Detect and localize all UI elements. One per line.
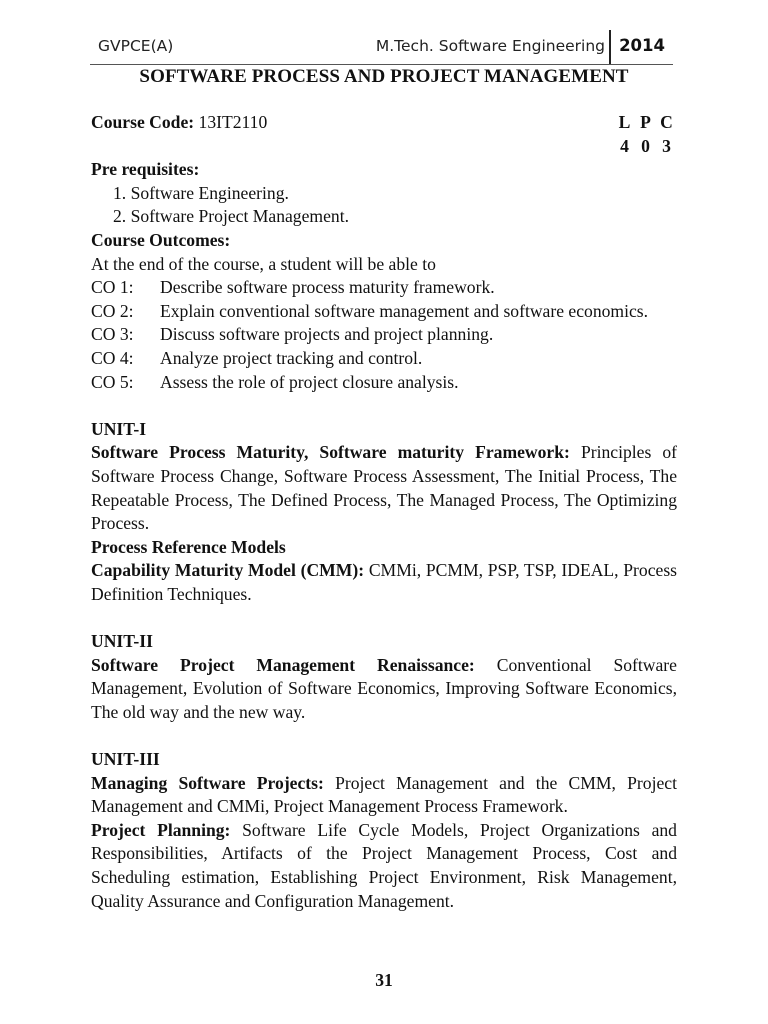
unit-1-heading: UNIT-I xyxy=(91,418,147,439)
course-title: SOFTWARE PROCESS AND PROJECT MANAGEMENT xyxy=(139,66,629,87)
outcomes-intro: At the end of the course, a student will be able to xyxy=(91,253,436,274)
lpc-value-c: 3 xyxy=(662,135,671,156)
outcome-label: CO 2: xyxy=(91,300,134,321)
prerequisite-item: 2. Software Project Management. xyxy=(113,206,349,227)
course-code-label: Course Code: xyxy=(91,112,195,132)
unit-3-heading: UNIT-III xyxy=(91,749,160,770)
unit-3-paragraph-1: Managing Software Projects: Project Management and the CMM, Project Management and CMMi, Project Management Process Framework. xyxy=(91,772,677,817)
unit-1-paragraph-2: Capability Maturity Model (CMM): CMMi, PCMM, PSP, TSP, IDEAL, Process Definition Techniques. xyxy=(91,560,678,604)
outcome-text: Describe software process maturity framework. xyxy=(160,277,495,298)
spacer xyxy=(91,394,677,418)
outcome-label: CO 4: xyxy=(91,347,134,368)
spacer xyxy=(91,606,677,630)
lpc-value-p: 0 xyxy=(641,135,650,156)
lpc-values xyxy=(614,135,677,159)
outcome-label: CO 5: xyxy=(91,371,134,392)
unit-2-heading: UNIT-II xyxy=(91,631,153,652)
spacer xyxy=(91,724,677,748)
header-year: 2014 xyxy=(619,36,665,55)
lpc-header-p: P xyxy=(640,112,651,132)
outcome-item xyxy=(91,371,677,395)
outcome-text: Discuss software projects and project planning. xyxy=(160,324,494,345)
header-program: M.Tech. Software Engineering xyxy=(375,37,605,55)
page-number: 31 xyxy=(375,970,393,990)
outcome-label: CO 1: xyxy=(91,277,134,298)
course-content xyxy=(91,111,677,913)
lpc-values-row xyxy=(91,135,677,159)
outcome-item xyxy=(91,323,677,347)
course-code-row xyxy=(91,111,677,135)
unit-1-subheading: Process Reference Models xyxy=(91,536,286,557)
unit-3-paragraph-2: Project Planning: Software Life Cycle Models, Project Organizations and Responsibilities, Artifacts of the Project Management Process, Cost and Scheduling estimation, Establishing Project Environment, Risk Management, Quality Assurance and Configuration Management. xyxy=(91,819,677,911)
header-institute: GVPCE(A) xyxy=(98,37,174,55)
lpc-header-c: C xyxy=(660,112,673,132)
unit-2-paragraph-1: Software Project Management Renaissance: Conventional Software Management, Evolution of Software Economics, Improving Software Economics, The old way and the new way. xyxy=(91,654,677,722)
outcome-text: Explain conventional software management and software economics. xyxy=(160,300,649,321)
outcome-text: Analyze project tracking and control. xyxy=(160,347,423,368)
running-header xyxy=(90,30,673,65)
outcomes-heading: Course Outcomes: xyxy=(91,229,231,250)
prerequisite-item: 1. Software Engineering. xyxy=(113,182,289,203)
outcome-item xyxy=(91,300,677,324)
prerequisites-heading: Pre requisites: xyxy=(91,159,200,180)
lpc-value-l: 4 xyxy=(620,135,629,156)
course-code-value: 13IT2110 xyxy=(198,112,268,132)
header-divider xyxy=(609,30,611,64)
lpc-header-l: L xyxy=(618,112,631,132)
outcome-label: CO 3: xyxy=(91,324,134,345)
outcome-item xyxy=(91,276,677,300)
outcome-item xyxy=(91,347,677,371)
lpc-headers xyxy=(614,111,677,135)
unit-1-paragraph-1: Software Process Maturity, Software maturity Framework: Principles of Software Process Change, Software Process Assessment, The Initial Process, The Repeatable Process, The Defined Process, The Managed Process, The Optimizing Process. xyxy=(91,442,678,534)
outcome-text: Assess the role of project closure analysis. xyxy=(160,371,459,392)
